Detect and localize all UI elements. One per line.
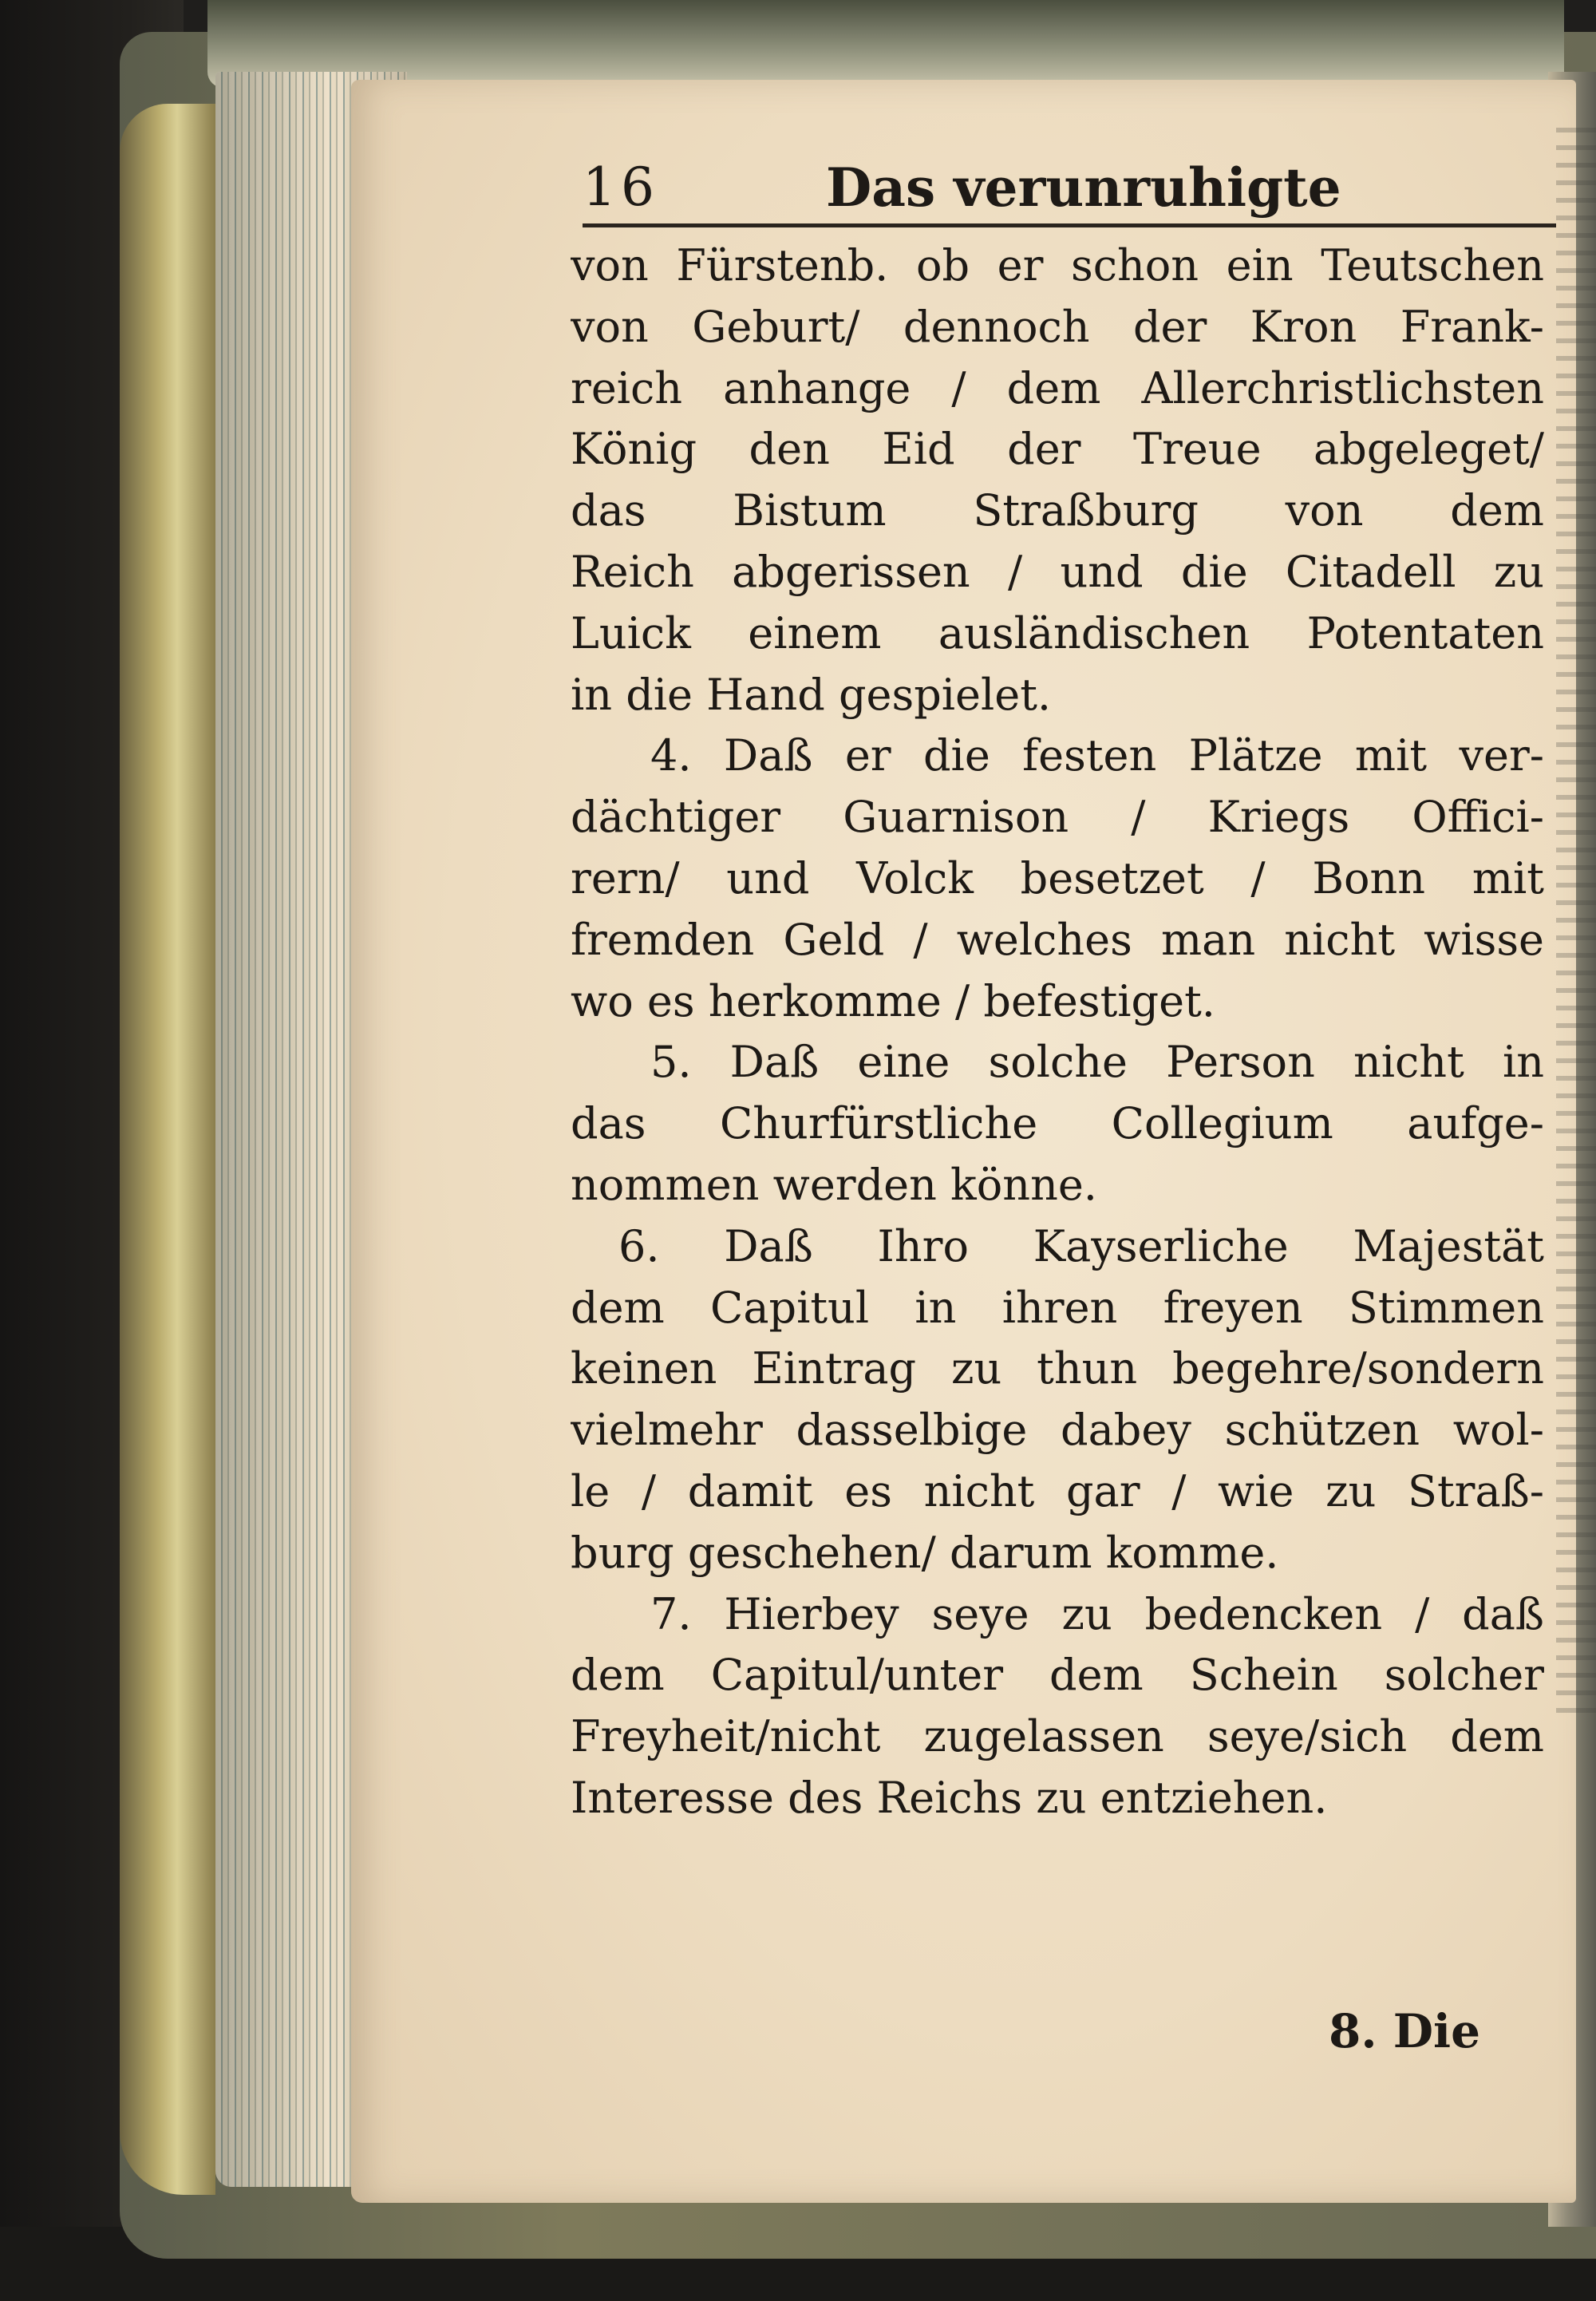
page-header <box>583 152 1540 223</box>
running-head: Das verunruhigte <box>826 156 1341 219</box>
text-line: wo es herkomme / befestiget. <box>571 975 1215 1026</box>
facing-page-bleed <box>1556 128 1596 1724</box>
book-top-edge <box>207 0 1564 88</box>
text-line: le / damit es nicht gar / wie zu Straß- <box>571 1465 1544 1516</box>
body-text <box>571 235 1544 1829</box>
text-line: Interesse des Reichs zu entziehen. <box>571 1772 1328 1823</box>
text-line: von Geburt/ dennoch der Kron Frank- <box>571 301 1544 352</box>
text-line: dem Capitul/unter dem Schein solcher <box>571 1650 1544 1701</box>
text-line: reich anhange / dem Allerchristlichsten <box>571 362 1544 413</box>
text-line: in die Hand gespielet. <box>571 669 1052 720</box>
text-line: 6. Daß Ihro Kayserliche Majestät <box>618 1220 1544 1271</box>
text-line: Reich abgerissen / und die Citadell zu <box>571 546 1544 597</box>
header-rule <box>583 223 1556 227</box>
catchword: 8. Die <box>1329 2004 1480 2058</box>
text-line: Freyheit/nicht zugelassen seye/sich dem <box>571 1711 1544 1762</box>
text-line: König den Eid der Treue abgeleget/ <box>571 424 1544 475</box>
text-line: 7. Hierbey seye zu bedencken / daß <box>650 1588 1544 1639</box>
page-number: 16 <box>583 156 659 218</box>
text-line: keinen Eintrag zu thun begehre/sondern <box>571 1343 1544 1394</box>
text-line: burg geschehen/ darum komme. <box>571 1527 1279 1578</box>
text-line: fremden Geld / welches man nicht wisse <box>571 914 1544 965</box>
gilt-page-edge <box>120 104 215 2195</box>
text-line: das Churfürstliche Collegium aufge- <box>571 1098 1544 1149</box>
text-line: 5. Daß eine solche Person nicht in <box>650 1037 1544 1088</box>
text-line: von Fürstenb. ob er schon ein Teutschen <box>571 240 1544 291</box>
text-line: vielmehr dasselbige dabey schützen wol- <box>571 1405 1544 1456</box>
text-line: 4. Daß er die festen Plätze mit ver- <box>650 730 1544 781</box>
text-line: dächtiger Guarnison / Kriegs Offici- <box>571 792 1544 843</box>
text-line: rern/ und Volck besetzet / Bonn mit <box>571 852 1544 903</box>
text-line: Luick einem ausländischen Potentaten <box>571 607 1544 658</box>
text-line: dem Capitul in ihren freyen Stimmen <box>571 1282 1544 1333</box>
text-line: nommen werden könne. <box>571 1159 1097 1210</box>
text-line: das Bistum Straßburg von dem <box>571 485 1544 536</box>
